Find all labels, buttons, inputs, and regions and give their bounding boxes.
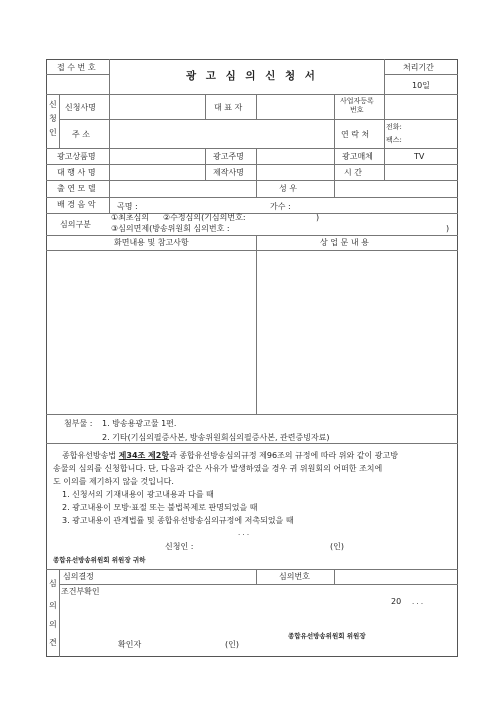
applicant-sign-field[interactable] bbox=[200, 540, 325, 552]
review-year: 20 bbox=[391, 597, 402, 606]
phone-field[interactable] bbox=[406, 121, 456, 133]
advertiser-field[interactable] bbox=[257, 149, 333, 163]
attachments-label: 첨부물 : bbox=[64, 419, 93, 428]
singer-label: 가수 : bbox=[270, 202, 291, 211]
review-side-char-1: 심 bbox=[49, 579, 57, 588]
condition-3: 3. 광고내용이 관계법률 및 종합유선방송심의규정에 저촉되었을 때 bbox=[62, 516, 294, 525]
statement-date[interactable]: . . . bbox=[238, 529, 250, 537]
time-label: 시 간 bbox=[344, 168, 362, 177]
processing-period-label: 처리기간 bbox=[403, 63, 434, 72]
company-name-label: 신청사명 bbox=[65, 103, 96, 112]
biz-reg-label-1: 사업자등록 bbox=[340, 97, 374, 105]
media-label: 광고매체 bbox=[342, 152, 373, 161]
bgm-label: 배 경 음 악 bbox=[57, 200, 96, 209]
confirmer-field[interactable] bbox=[148, 638, 218, 650]
review-side-char-4: 견 bbox=[49, 638, 57, 647]
applicant-side-char-1: 신 bbox=[49, 100, 57, 109]
statement-line-3: 도 이의를 제기하지 않을 것입니다. bbox=[53, 477, 174, 486]
attachment-item-1: 1. 방송용광고물 1편. bbox=[102, 419, 177, 428]
condition-2: 2. 광고내용이 모방·표절 또는 불법복제로 판명되었을 때 bbox=[62, 503, 258, 512]
singer-field[interactable] bbox=[298, 199, 448, 212]
representative-label: 대 표 자 bbox=[214, 103, 243, 112]
addressee: 종합유선방송위원회 위원장 귀하 bbox=[53, 556, 146, 564]
address-field[interactable] bbox=[110, 120, 333, 147]
song-field[interactable] bbox=[142, 199, 262, 212]
fax-label: 팩스: bbox=[386, 136, 402, 144]
model-field[interactable] bbox=[110, 181, 255, 196]
review-number-label: 심의번호 bbox=[279, 572, 310, 581]
review-side-char-2: 의 bbox=[49, 601, 57, 610]
ad-copy-header: 상 업 문 내 용 bbox=[320, 238, 369, 247]
review-decision-field[interactable] bbox=[110, 570, 255, 583]
processing-period-value: 10일 bbox=[412, 81, 430, 90]
receipt-number-label: 접 수 번 호 bbox=[57, 63, 96, 72]
product-name-label: 광고상품명 bbox=[57, 152, 96, 161]
biz-reg-label-2: 번호 bbox=[350, 106, 364, 114]
statement-line-1-rest: 과 종합유선방송심의규정 제96조의 규정에 따라 위와 같이 광고방 bbox=[169, 451, 398, 460]
conditional-confirm-label: 조건부확인 bbox=[61, 587, 100, 596]
receipt-number-field[interactable] bbox=[47, 75, 108, 93]
review-option-revision[interactable]: ②수정심의(기심의번호: bbox=[163, 213, 246, 222]
review-option-other[interactable]: ③심의면제(방송위원회 심의번호 : bbox=[111, 224, 230, 233]
model-label: 출 연 모 델 bbox=[57, 184, 96, 193]
applicant-sign-label: 신청인 : bbox=[165, 542, 194, 551]
statement-line-1 bbox=[62, 451, 398, 461]
agency-label: 대 행 사 명 bbox=[57, 168, 96, 177]
voice-label: 성 우 bbox=[279, 184, 297, 193]
chairman-label: 종합유선방송위원회 위원장 bbox=[288, 632, 366, 640]
product-name-field[interactable] bbox=[110, 149, 204, 163]
phone-label: 전화: bbox=[386, 123, 402, 131]
attachment-item-2: 2. 기타(기심의필증사본, 방송위원회심의필증사본, 관련증빙자료) bbox=[102, 433, 330, 442]
condition-1: 1. 신청서의 기재내용이 광고내용과 다를 때 bbox=[62, 490, 214, 499]
review-side-char-3: 의 bbox=[49, 620, 57, 629]
statement-law: 종합유선방송법 bbox=[62, 451, 117, 460]
confirmer-label: 확인자 bbox=[118, 640, 142, 649]
address-label: 주 소 bbox=[72, 130, 90, 139]
form-title: 광 고 심 의 신 청 서 bbox=[186, 70, 318, 82]
applicant-seal: (인) bbox=[330, 542, 344, 551]
applicant-side-char-2: 청 bbox=[49, 114, 57, 123]
company-name-field[interactable] bbox=[110, 95, 204, 118]
representative-field[interactable] bbox=[257, 95, 333, 118]
review-option-other-close: ) bbox=[446, 224, 450, 233]
time-field[interactable] bbox=[385, 165, 457, 179]
review-number-field[interactable] bbox=[335, 570, 457, 583]
producer-label: 제작사명 bbox=[213, 168, 244, 177]
confirmer-seal: (인) bbox=[225, 640, 239, 649]
advertiser-label: 광고주명 bbox=[213, 152, 244, 161]
ad-copy-area[interactable] bbox=[257, 251, 457, 413]
review-option-first[interactable]: ①최초심의 bbox=[111, 213, 150, 222]
review-decision-label: 심의결정 bbox=[63, 572, 94, 581]
biz-reg-field[interactable] bbox=[385, 95, 457, 118]
statement-line-2: 송물의 심의를 신청합니다. 단, 다음과 같은 사유가 발생하였을 경우 귀 위원회의 어떠한 조치에 bbox=[53, 464, 383, 473]
fax-field[interactable] bbox=[406, 134, 456, 146]
screen-content-header: 화면내용 및 참고사항 bbox=[114, 238, 189, 247]
review-type-label: 심의구분 bbox=[60, 220, 91, 229]
review-option-revision-close: ) bbox=[316, 213, 320, 222]
agency-field[interactable] bbox=[110, 165, 204, 179]
screen-content-area[interactable] bbox=[47, 251, 255, 413]
song-label: 곡명 : bbox=[117, 202, 138, 211]
contact-label: 연 락 처 bbox=[341, 130, 370, 139]
media-value: TV bbox=[414, 152, 425, 161]
applicant-side-char-3: 인 bbox=[49, 128, 57, 137]
voice-field[interactable] bbox=[335, 181, 457, 196]
statement-law-ref: 제34조 제2항 bbox=[118, 451, 170, 460]
review-date[interactable]: . . . bbox=[412, 598, 424, 606]
producer-field[interactable] bbox=[257, 165, 333, 179]
